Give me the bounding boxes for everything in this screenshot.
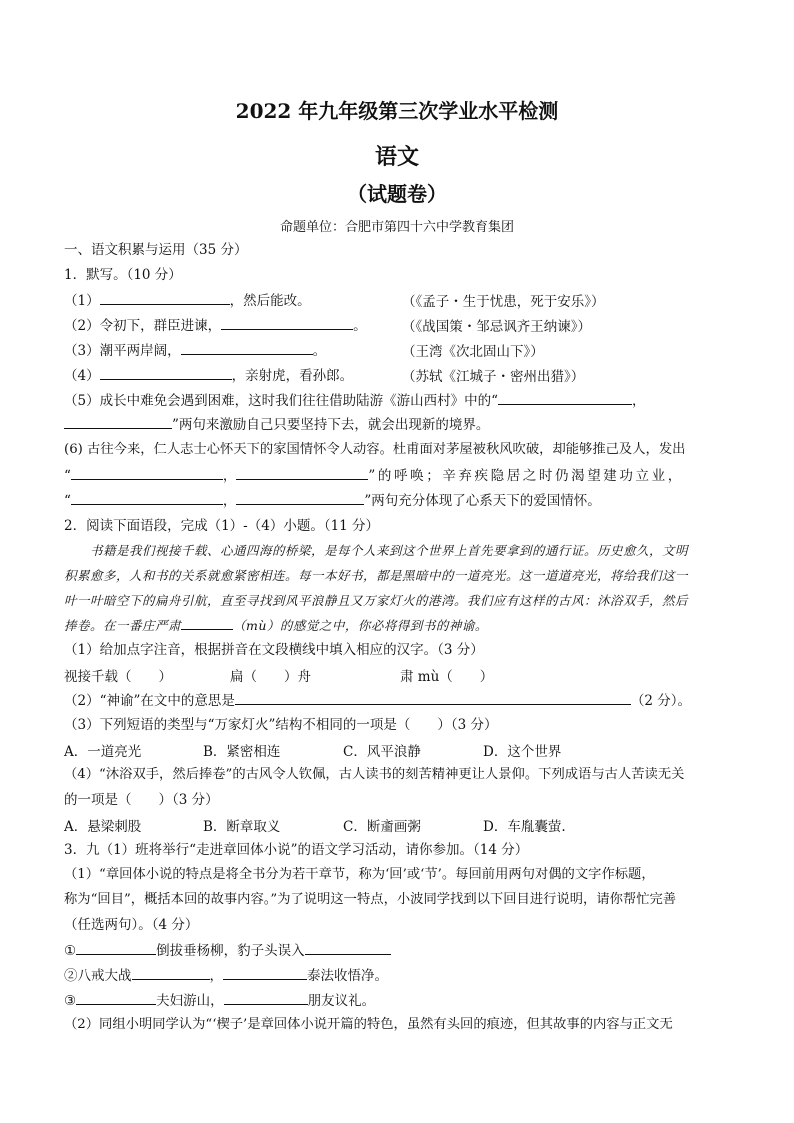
item-text: 倒拔垂杨柳，豹子头误入 — [156, 943, 305, 959]
item-text: （2 分）。 — [630, 693, 692, 709]
item-text: “ — [64, 493, 71, 509]
q1-item-3-source: （王湾《次北固山下》） — [402, 344, 544, 360]
q3-chapter-title-1 — [64, 940, 391, 961]
q2-sub-4-line1: （4）“沐浴双手，然后捧卷”的古风令人钦佩，古人读书的刻苦精神更让人景仰。下列成语与古人苦读无关 — [64, 767, 685, 782]
q2-sub-3: （3）下列短语的类型与“万家灯火”结构不相同的一项是（ ）（3 分） — [64, 717, 498, 733]
q2-sub-3-option-a[interactable]: A．一道亮光 — [64, 744, 142, 760]
item-text: ”的呼唤；辛弃疾隐居之时仍渴望建功立业， — [368, 468, 684, 484]
fill-blank[interactable] — [71, 465, 223, 480]
author-unit: 命题单位：合肥市第四十六中学教育集团 — [279, 220, 514, 235]
fill-blank[interactable] — [224, 990, 308, 1005]
fill-blank[interactable] — [132, 965, 210, 980]
item-number: （1） — [64, 293, 100, 309]
question-2-heading: 2．阅读下面语段，完成（1）-（4）小题。（11 分） — [64, 518, 380, 534]
fill-blank[interactable] — [76, 940, 156, 955]
fill-blank[interactable] — [305, 940, 391, 955]
item-text: （5）成长中难免会遇到困难，这时我们往往借助陆游《游山西村》中的“ — [64, 393, 498, 409]
exam-title: 2022 年九年级第三次学业水平检测 — [235, 99, 559, 123]
q2-sub-4-option-b[interactable]: B．断章取义 — [203, 819, 281, 835]
item-text: ”两句来激励自己只要坚持下去，就会出现新的境界。 — [172, 417, 490, 433]
q1-item-5-line1 — [64, 390, 646, 411]
q1-item-4-source: （苏轼《江城子・密州出猎》） — [402, 369, 585, 385]
q3-chapter-title-2 — [64, 965, 388, 986]
item-text: ， — [222, 493, 237, 509]
item-number: （4） — [64, 368, 100, 384]
q3-sub-1-line3: （任选两句）。（4 分） — [64, 917, 199, 933]
q2-sub-1-a: 视接千载（ ） — [64, 669, 172, 685]
q2-sub-3-option-c[interactable]: C．风平浪静 — [343, 744, 421, 760]
q2-sub-3-option-d[interactable]: D．这个世界 — [483, 744, 562, 760]
q1-item-6-line1: (6) 古往今来，仁人志士心怀天下的家国情怀令人动容。杜甫面对茅屋被秋风吹破，却能够推己及人，发出 — [64, 442, 686, 457]
q2-sub-4-line2: 的一项是（ ）（3 分） — [64, 792, 219, 808]
q2-sub-4-option-c[interactable]: C．断齑画粥 — [343, 819, 421, 835]
q2-sub-2 — [64, 690, 691, 711]
item-text: 朋友议礼。 — [307, 993, 376, 1009]
q1-item-1 — [64, 290, 311, 311]
q2-sub-1: （1）给加点字注音，根据拼音在文段横线中填入相应的汉字。（3 分） — [64, 642, 484, 658]
item-text: ，然后能改。 — [229, 293, 311, 309]
fill-blank[interactable] — [221, 315, 353, 330]
fill-blank[interactable] — [64, 414, 172, 429]
passage-line-2: 积累愈多，人和书的关系就愈紧密相连。每一本好书，都是黑暗中的一道亮光。这一道道亮光，将给我们这一 — [64, 568, 689, 583]
fill-blank[interactable] — [71, 490, 223, 505]
fill-blank[interactable] — [100, 365, 232, 380]
q1-item-2 — [64, 315, 367, 336]
item-text: 。 — [353, 318, 367, 334]
passage-line-3: 叶一叶暗空下的扁舟引航，直至寻找到风平浪静且又万家灯火的港湾。我们应有这样的古风：沐浴双手，然后 — [64, 593, 689, 608]
q1-item-2-source: （《战国策・邹忌讽齐王纳谏》） — [402, 319, 591, 335]
q1-item-3 — [64, 340, 326, 361]
fill-blank[interactable] — [100, 290, 230, 305]
q2-sub-1-c: 肃 mù（ ） — [400, 669, 494, 685]
item-text: 潮平两岸阔， — [99, 343, 181, 359]
item-text: （mù）的感觉之中，你必将得到书的神谕。 — [233, 618, 488, 633]
item-number: （3） — [64, 343, 100, 359]
question-1-heading: 1．默写。（10 分） — [64, 267, 182, 283]
fill-blank[interactable] — [181, 615, 233, 630]
q2-sub-1-b: 扁（ ）舟 — [230, 669, 311, 685]
q2-sub-3-option-b[interactable]: B．紧密相连 — [203, 744, 281, 760]
q2-sub-4-option-a[interactable]: A．悬梁刺股 — [64, 819, 142, 835]
fill-blank[interactable] — [236, 490, 364, 505]
item-text: ， — [632, 393, 646, 409]
item-text: ， — [209, 968, 223, 984]
q2-sub-4-option-d[interactable]: D．车胤囊萤. — [483, 819, 566, 835]
q3-chapter-title-3 — [64, 990, 375, 1011]
fill-blank[interactable] — [236, 465, 368, 480]
item-text: 令初下，群臣进谏， — [99, 318, 222, 334]
passage-line-4 — [64, 613, 734, 638]
q1-item-6-line3 — [64, 490, 601, 511]
fill-blank[interactable] — [76, 990, 156, 1005]
fill-blank[interactable] — [235, 690, 631, 705]
q3-sub-1-line1: （1）“章回体小说的特点是将全书分为若干章节，称为‘回’或‘节’。每回前用两句对偶的文字作标题， — [64, 867, 655, 882]
item-text: 捧卷。在一番庄严肃 — [64, 618, 182, 633]
fill-blank[interactable] — [498, 390, 632, 405]
item-text: “ — [64, 468, 71, 484]
q1-item-4 — [64, 365, 353, 386]
q1-item-1-source: （《孟子・生于忧患，死于安乐》） — [402, 294, 605, 310]
q1-item-6-line2 — [64, 465, 684, 486]
item-text: ”两句充分体现了心系天下的爱国情怀。 — [364, 493, 601, 509]
section-heading: 一、语文积累与运用（35 分） — [64, 242, 248, 258]
item-number: ① — [64, 943, 77, 959]
volume-label: （试题卷） — [347, 182, 447, 206]
item-text: 夫妇游山， — [156, 993, 224, 1009]
item-text: ， — [222, 468, 237, 484]
item-text: ②八戒大战 — [64, 968, 132, 984]
passage-line-1: 书籍是我们视接千载、心通四海的桥梁，是每个人来到这个世界上首先要拿到的通行证。历史愈久，文明 — [90, 543, 689, 558]
subject-title: 语文 — [374, 144, 419, 170]
item-text: 泰法收悟净。 — [307, 968, 388, 984]
question-3-heading: 3．九（1）班将举行“走进章回体小说”的语文学习活动，请你参加。（14 分） — [64, 842, 529, 858]
q3-sub-1-line2: 称为“回目”，概括本回的故事内容。”为了说明这一特点，小波同学找到以下回目进行说明，请你帮忙完善 — [64, 892, 677, 907]
fill-blank[interactable] — [223, 965, 307, 980]
item-text: （2）“神谕”在文中的意思是 — [64, 693, 235, 709]
item-number: （2） — [64, 318, 100, 334]
item-text: 。 — [312, 343, 327, 359]
item-text: ，亲射虎，看孙郎。 — [231, 368, 354, 384]
q1-item-5-line2 — [64, 414, 489, 435]
item-number: ③ — [64, 993, 77, 1009]
q3-sub-2: （2）同组小明同学认为“‘楔子’是章回体小说开篇的特色，虽然有头回的痕迹，但其故事的内容与正文无 — [64, 1017, 673, 1032]
fill-blank[interactable] — [181, 340, 313, 355]
